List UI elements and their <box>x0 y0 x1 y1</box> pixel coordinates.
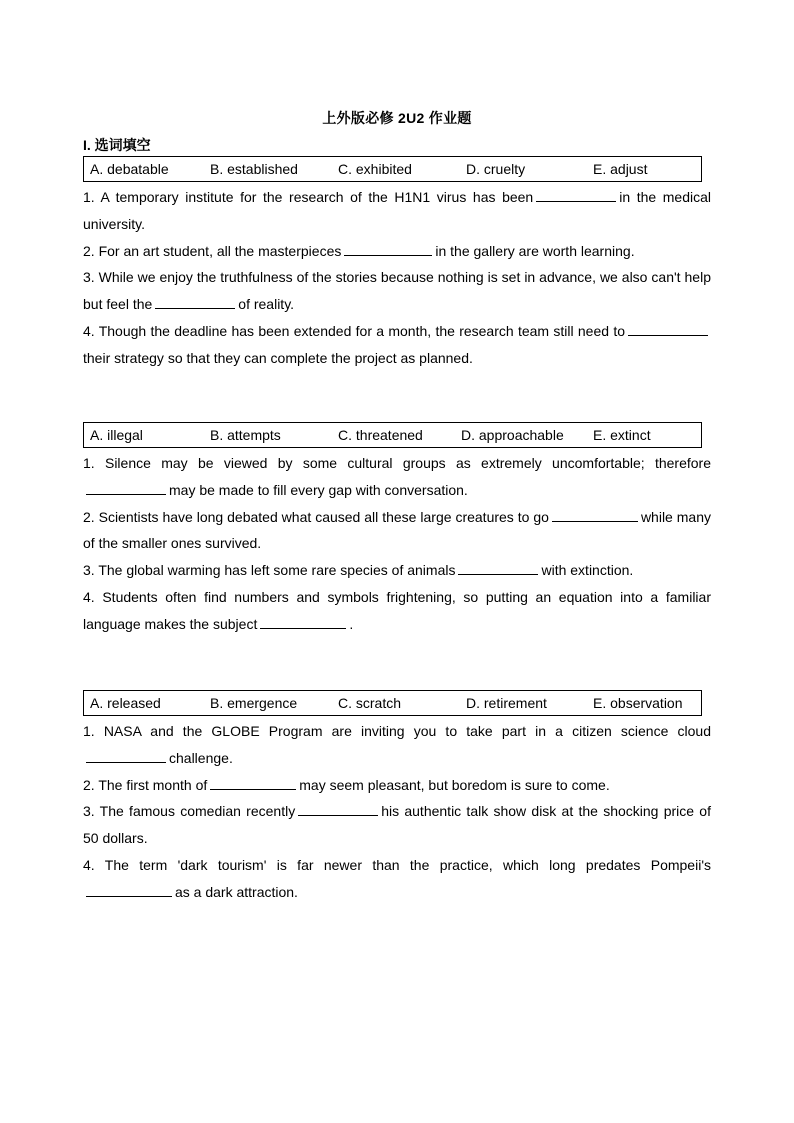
question-item: 2. Scientists have long debated what caused all these large creatures to go while many of the smaller ones survived. <box>83 508 712 552</box>
answer-blank[interactable] <box>344 241 432 256</box>
word-bank-3 <box>83 690 702 716</box>
section-heading <box>83 135 151 155</box>
question-group-2 <box>83 450 711 638</box>
answer-blank[interactable] <box>210 775 296 790</box>
answer-blank[interactable] <box>628 321 708 336</box>
word-option: D. retirement <box>466 695 547 711</box>
word-option: B. attempts <box>210 427 281 443</box>
answer-blank[interactable] <box>86 882 172 897</box>
answer-blank[interactable] <box>260 614 346 629</box>
answer-blank[interactable] <box>86 748 166 763</box>
answer-blank[interactable] <box>536 187 616 202</box>
word-option: D. approachable <box>461 427 564 443</box>
question-item: 1. NASA and the GLOBE Program are inviting you to take part in a citizen science cloudchallenge. <box>83 723 711 766</box>
question-item: 4. Students often find numbers and symbols frightening, so putting an equation into a familiar language makes the subject . <box>83 588 711 632</box>
page-title: 上外版必修 2U2 作业题 <box>322 110 472 126</box>
word-option: C. scratch <box>338 695 402 711</box>
question-item: 1. A temporary institute for the research of the H1N1 virus has been in the medical university. <box>83 189 711 232</box>
word-option: A. released <box>90 695 161 711</box>
word-option: C. threatened <box>338 427 423 443</box>
question-group-1 <box>83 184 711 372</box>
answer-blank[interactable] <box>552 507 638 522</box>
word-option: C. exhibited <box>338 161 412 177</box>
word-option: B. established <box>210 161 298 177</box>
word-bank-1 <box>83 156 702 182</box>
word-option: E. extinct <box>593 427 651 443</box>
question-item: 3. The global warming has left some rare species of animals with extinction. <box>83 562 634 579</box>
question-item: 3. The famous comedian recently his authentic talk show disk at the shocking price of 50 dollars. <box>83 803 711 847</box>
word-option: A. illegal <box>90 427 143 443</box>
question-item: 2. For an art student, all the masterpieces in the gallery are worth learning. <box>83 242 635 259</box>
word-option: B. emergence <box>210 695 298 711</box>
answer-blank[interactable] <box>155 294 235 309</box>
answer-blank[interactable] <box>298 801 378 816</box>
question-item: 2. The first month of may seem pleasant, but boredom is sure to come. <box>83 776 610 793</box>
question-item: 1. Silence may be viewed by some cultural groups as extremely uncomfortable; thereforemay be made to fill every gap with conversation. <box>83 455 711 498</box>
word-option: E. adjust <box>593 161 648 177</box>
question-item: 3. While we enjoy the truthfulness of the stories because nothing is set in advance, we also can't help but feel the of reality. <box>83 269 711 313</box>
answer-blank[interactable] <box>86 480 166 495</box>
section-number: I. <box>83 137 91 153</box>
word-option: D. cruelty <box>466 161 526 177</box>
answer-blank[interactable] <box>458 560 538 575</box>
question-item: 4. Though the deadline has been extended for a month, the research team still need totheir strategy so that they can complete the project as planned. <box>83 318 711 372</box>
section-heading-text: 选词填空 <box>94 137 151 153</box>
question-group-3 <box>83 718 711 906</box>
question-item: 4. The term 'dark tourism' is far newer than the practice, which long predates Pompeii'sas a dark attraction. <box>83 856 711 900</box>
word-bank-2 <box>83 422 702 448</box>
word-option: E. observation <box>593 695 683 711</box>
word-option: A. debatable <box>90 161 169 177</box>
